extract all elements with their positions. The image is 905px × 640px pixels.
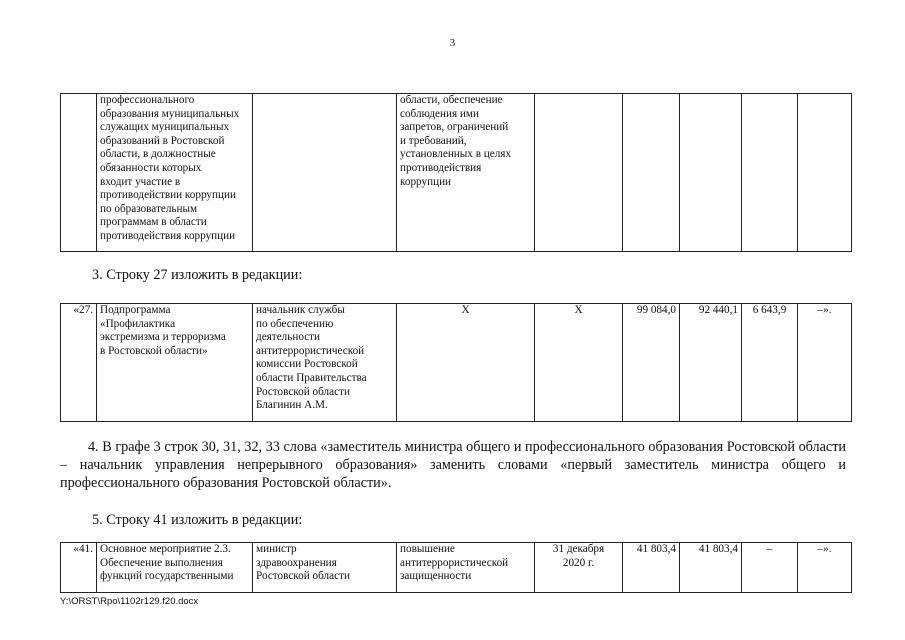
text-line: повышение [400, 543, 455, 555]
table-row-41 [60, 542, 852, 593]
text-line: области Правительства [256, 371, 367, 384]
text-line: защищенности [400, 570, 472, 583]
value-cell: –». [798, 543, 852, 593]
text-line: установленных в целях [400, 148, 512, 161]
text-line: министр [256, 543, 297, 555]
date-cell [535, 94, 623, 252]
text-line: Ростовской области [256, 570, 350, 583]
text-line: области, обеспечение [400, 94, 503, 106]
item-3-text: 3. Строку 27 изложить в редакции: [92, 267, 303, 283]
text-line: Благинин А.М. [256, 399, 328, 412]
text-line: образований в Ростовской [100, 134, 225, 147]
text-line: входит участие в [100, 175, 181, 188]
text-line: области, в должностные [100, 148, 216, 161]
text-line: образования муниципальных [100, 107, 240, 120]
text-line: противодействия [400, 161, 482, 174]
text-line: «Профилактика [100, 317, 176, 330]
text-line: по обеспечению [256, 317, 334, 330]
text-line: в Ростовской области» [100, 344, 208, 357]
row-number: «27. [61, 304, 97, 422]
value-cell: 92 440,1 [680, 304, 742, 422]
value-cell: –». [798, 304, 852, 422]
value-cell [742, 94, 798, 252]
text-line: и требований, [400, 134, 467, 147]
text-line: экстремизма и терроризма [100, 331, 226, 344]
value-cell [680, 94, 742, 252]
date-cell: X [535, 304, 623, 422]
item-5-text: 5. Строку 41 изложить в редакции: [92, 512, 303, 528]
text-line: соблюдения ими [400, 107, 479, 120]
text-line: Основное мероприятие 2.3. [100, 543, 231, 555]
result-cell [397, 543, 535, 593]
text-line: Ростовской области [256, 385, 350, 398]
text-line: Обеспечение выполнения [100, 556, 223, 569]
text-line: 2020 г. [562, 556, 595, 569]
value-cell: 6 643,9 [742, 304, 798, 422]
text-line: противодействия коррупции [100, 229, 236, 242]
executor-cell [253, 543, 397, 593]
table-row-27 [60, 303, 852, 422]
executor-cell [253, 94, 397, 252]
text-line: обязанности которых [100, 161, 202, 174]
value-cell [623, 94, 680, 252]
num-cell [61, 94, 97, 252]
table-continuation [60, 93, 852, 252]
text-line: программам в области [100, 216, 207, 229]
result-cell: X [397, 304, 535, 422]
value-cell: 99 084,0 [623, 304, 680, 422]
text-line: противодействии коррупции [100, 189, 236, 202]
text-line: профессионального [100, 94, 195, 106]
name-cell [97, 94, 253, 252]
text-line: комиссии Ростовской [256, 358, 358, 371]
text-line: деятельности [256, 331, 321, 344]
executor-cell [253, 304, 397, 422]
row-number: «41. [61, 543, 97, 593]
text-line: начальник службы [256, 304, 345, 316]
item-4-text: 4. В графе 3 строк 30, 31, 32, 33 слова «заместитель министра общего и профессионального образования Ростовской области – начальник управления непрерывного образования» заменить словами «первый заместитель министра общего и профессионального образования Ростовской области». [60, 439, 846, 491]
text-line: функций государственными [100, 570, 234, 583]
result-cell [397, 94, 535, 252]
text-line: 31 декабря [552, 543, 605, 555]
date-cell [535, 543, 623, 593]
text-line: здравоохранения [256, 556, 337, 569]
file-path-footer: Y:\ORST\Rpo\1102r129.f20.docx [60, 596, 199, 607]
value-cell: 41 803,4 [680, 543, 742, 593]
name-cell [97, 304, 253, 422]
value-cell [798, 94, 852, 252]
text-line: коррупции [400, 175, 452, 188]
page-number: 3 [449, 37, 456, 49]
value-cell: – [742, 543, 798, 593]
value-cell: 41 803,4 [623, 543, 680, 593]
text-line: Подпрограмма [100, 304, 171, 316]
text-line: служащих муниципальных [100, 121, 230, 134]
text-line: антитеррористической [256, 344, 365, 357]
name-cell [97, 543, 253, 593]
text-line: по образовательным [100, 202, 198, 215]
text-line: запретов, ограничений [400, 121, 509, 134]
text-line: антитеррористической [400, 556, 509, 569]
